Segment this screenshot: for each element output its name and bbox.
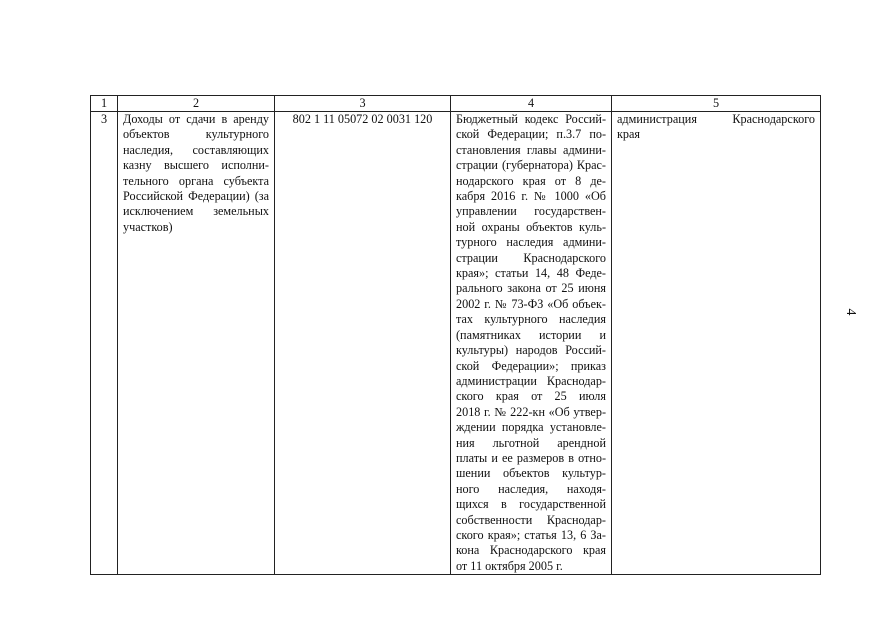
revenue-name-line: казну высшего исполни-: [123, 158, 269, 173]
legal-basis-line: становления главы админи-: [456, 142, 606, 157]
legal-basis-line: страции (губернатора) Крас-: [456, 158, 606, 173]
legal-basis-line: страции Краснодарского: [456, 250, 606, 265]
administrator-line: администрация Краснодарского: [617, 112, 815, 126]
revenue-name-line: Доходы от сдачи в аренду: [123, 112, 269, 126]
legal-basis-line: тах культурного наследия: [456, 312, 606, 327]
legal-basis-line: нодарского края от 8 де-: [456, 173, 606, 188]
legal-basis-line: платы и ее размеров в отно-: [456, 450, 606, 465]
revenue-name-line: Российской Федерации) (за: [123, 189, 269, 204]
table-header-row: [91, 96, 821, 112]
legal-basis-line: (памятниках истории и: [456, 327, 606, 342]
header-cell-5: 5: [612, 96, 821, 112]
revenue-name-line: объектов культурного: [123, 127, 269, 142]
revenue-name-line: участков): [123, 219, 173, 234]
legal-basis-line: 2018 г. № 222-кн «Об утвер-: [456, 404, 606, 419]
revenue-name-line: наследия, составляющих: [123, 142, 269, 157]
legal-basis-line: от 11 октября 2005 г.: [456, 558, 563, 573]
legal-basis-line: ждении порядка установле-: [456, 420, 606, 435]
header-cell-3: 3: [275, 96, 451, 112]
budget-code-cell: 802 1 11 05072 02 0031 120: [275, 112, 451, 575]
revenue-name-line: тельного органа субъекта: [123, 173, 269, 188]
header-cell-4: 4: [451, 96, 612, 112]
legal-basis-line: шении объектов культур-: [456, 466, 606, 481]
revenue-name-line: исключением земельных: [123, 204, 269, 219]
revenue-name-cell: [118, 112, 275, 575]
legal-basis-line: Бюджетный кодекс Россий-: [456, 112, 606, 126]
legal-basis-line: 2002 г. № 73-ФЗ «Об объек-: [456, 296, 606, 311]
header-cell-1: 1: [91, 96, 118, 112]
legal-basis-line: ской Федерации»; приказ: [456, 358, 606, 373]
legal-basis-line: рального закона от 25 июня: [456, 281, 606, 296]
revenue-name-text: [123, 112, 269, 235]
legal-basis-line: управлении государствен-: [456, 204, 606, 219]
legal-basis-line: ния льготной арендной: [456, 435, 606, 450]
legal-basis-line: ного наследия, находя-: [456, 481, 606, 496]
legal-basis-line: кабря 2016 г. № 1000 «Об: [456, 189, 606, 204]
administrator-line: края: [617, 127, 641, 142]
legal-basis-cell: [451, 112, 612, 575]
legal-basis-line: края»; статьи 14, 48 Феде-: [456, 266, 606, 281]
legal-basis-line: кона Краснодарского края: [456, 543, 606, 558]
page-number: 4: [843, 308, 858, 316]
legal-basis-line: собственности Краснодар-: [456, 512, 606, 527]
legal-basis-line: администрации Краснодар-: [456, 373, 606, 388]
administrator-cell: [612, 112, 821, 575]
revenue-table: [90, 95, 821, 575]
legal-basis-line: культуры) народов Россий-: [456, 343, 606, 358]
legal-basis-line: щихся в государственной: [456, 497, 606, 512]
legal-basis-line: ской Федерации; п.3.7 по-: [456, 127, 606, 142]
legal-basis-text: [456, 112, 606, 574]
legal-basis-line: турного наследия админи-: [456, 235, 606, 250]
row-number-cell: 3: [91, 112, 118, 575]
legal-basis-line: ной охраны объектов куль-: [456, 219, 606, 234]
legal-basis-line: ского края от 25 июля: [456, 389, 606, 404]
header-cell-2: 2: [118, 96, 275, 112]
administrator-text: [617, 112, 815, 143]
table-row: [91, 112, 821, 575]
legal-basis-line: ского края»; статья 13, 6 За-: [456, 527, 606, 542]
